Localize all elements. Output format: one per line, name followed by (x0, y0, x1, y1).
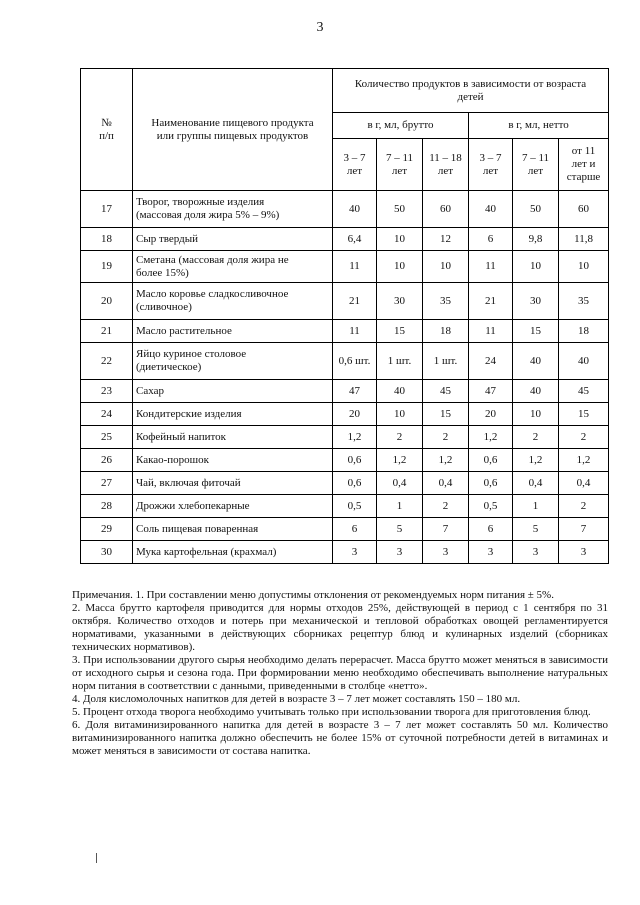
header-age-line: лет (527, 164, 544, 177)
product-name-line: более 15%) (136, 266, 189, 279)
header-quantity-line: Количество продуктов в зависимости от возраста (354, 77, 587, 90)
note-paragraph: 2. Масса брутто картофеля приводится для нормы отходов 25%, действующей в период с 1 сентября по 31 октября. Количество отходов и потерь при механической и тепловой обработках овощей регламентируется нормативами, указанными в действующих сборниках рецептур блюд и кулинарных изделий (сборниках технических нормативов). (72, 602, 608, 653)
header-number-line: п/п (99, 129, 114, 142)
quantity-cell: 6 (469, 518, 513, 541)
quantity-cell: 15 (559, 403, 609, 426)
quantity-cell: 1 (513, 495, 559, 518)
quantity-cell: 1 шт. (377, 343, 423, 380)
quantity-cell: 47 (333, 380, 377, 403)
quantity-cell: 40 (513, 343, 559, 380)
table-body (81, 191, 609, 564)
table-row (81, 449, 609, 472)
quantity-cell: 6,4 (333, 228, 377, 251)
row-number: 22 (81, 343, 133, 380)
table-row (81, 403, 609, 426)
header-gross: в г, мл, брутто (333, 113, 469, 139)
product-name (133, 320, 333, 343)
quantity-cell: 10 (423, 251, 469, 283)
quantity-cell: 21 (469, 283, 513, 320)
quantity-cell: 0,4 (513, 472, 559, 495)
quantity-cell: 7 (423, 518, 469, 541)
product-name (133, 518, 333, 541)
table-row (81, 343, 609, 380)
product-name-line: (диетическое) (136, 361, 202, 373)
quantity-cell: 40 (513, 380, 559, 403)
row-number: 17 (81, 191, 133, 228)
quantity-cell: 1,2 (423, 449, 469, 472)
quantity-cell: 50 (513, 191, 559, 228)
quantity-cell: 6 (333, 518, 377, 541)
table-row (81, 320, 609, 343)
product-name (133, 380, 333, 403)
table-row (81, 472, 609, 495)
header-age (469, 139, 513, 191)
quantity-cell: 35 (559, 283, 609, 320)
product-name (133, 403, 333, 426)
header-age-line: старше (566, 171, 601, 183)
quantity-cell: 9,8 (513, 228, 559, 251)
product-name (133, 343, 333, 380)
product-name-line: Творог, творожные изделия (136, 196, 265, 208)
header-age-line: лет (482, 164, 499, 177)
note-paragraph: 6. Доля витаминизированного напитка для детей в возрасте 3 – 7 лет может составлять 50 мл. Количество витаминизированного напитка должно обеспечить не более 15% от суточной потребности детей в витаминах и может меняться в зависимости от состава напитка. (72, 719, 608, 757)
quantity-cell: 0,6 (469, 472, 513, 495)
quantity-cell: 40 (559, 343, 609, 380)
header-age-line: от 11 (571, 145, 596, 157)
quantity-cell: 11 (333, 251, 377, 283)
product-name-line: Чай, включая фиточай (136, 476, 241, 489)
header-age-line: лет и (571, 158, 596, 170)
quantity-cell: 0,6 (333, 472, 377, 495)
header-number (81, 69, 133, 191)
quantity-cell: 3 (423, 541, 469, 564)
header-age-line: лет (437, 164, 454, 177)
quantity-cell: 21 (333, 283, 377, 320)
note-paragraph: 5. Процент отхода творога необходимо учитывать только при использовании творога для приготовления блюд. (72, 706, 591, 718)
header-age (513, 139, 559, 191)
quantity-cell: 5 (377, 518, 423, 541)
note-paragraph: Примечания. 1. При составлении меню допустимы отклонения от рекомендуемых норм питания ± 5%. (72, 589, 554, 601)
table-row (81, 251, 609, 283)
quantity-cell: 11 (469, 251, 513, 283)
product-name (133, 472, 333, 495)
product-name-line: Сметана (массовая доля жира не (136, 253, 289, 266)
product-name-line: (сливочное) (136, 301, 192, 313)
quantity-cell: 0,6 (469, 449, 513, 472)
quantity-cell: 0,4 (559, 472, 609, 495)
quantity-cell: 47 (469, 380, 513, 403)
quantity-cell: 0,4 (423, 472, 469, 495)
header-age-line: лет (391, 164, 408, 177)
header-age-line: 3 – 7 (343, 151, 366, 164)
header-product-name-line: Наименование пищевого продукта (151, 116, 314, 129)
header-age-line: лет (346, 164, 363, 177)
quantity-cell: 30 (377, 283, 423, 320)
quantity-cell: 20 (469, 403, 513, 426)
note-paragraph: 3. При использовании другого сырья необходимо делать перерасчет. Масса брутто может меняться в зависимости от исходного сырья и сезона года. При формировании меню необходимо обеспечивать выполнение натуральных норм питания в соответствии с данными, приведенными в столбце «нетто». (72, 654, 608, 692)
quantity-cell: 3 (513, 541, 559, 564)
product-name (133, 495, 333, 518)
quantity-cell: 1,2 (559, 449, 609, 472)
row-number: 19 (81, 251, 133, 283)
row-number: 20 (81, 283, 133, 320)
quantity-cell: 11,8 (559, 228, 609, 251)
quantity-cell: 60 (423, 191, 469, 228)
quantity-cell: 35 (423, 283, 469, 320)
quantity-cell: 10 (377, 403, 423, 426)
quantity-cell: 1 (377, 495, 423, 518)
quantity-cell: 18 (423, 320, 469, 343)
table-row (81, 380, 609, 403)
header-number-line: № (101, 116, 112, 129)
quantity-cell: 1,2 (469, 426, 513, 449)
header-quantity-line: детей (457, 90, 484, 103)
quantity-cell: 12 (423, 228, 469, 251)
quantity-cell: 2 (559, 426, 609, 449)
header-age (559, 139, 609, 191)
product-name-line: Дрожжи хлебопекарные (136, 499, 250, 512)
quantity-cell: 0,5 (469, 495, 513, 518)
product-name-line: Масло растительное (136, 324, 232, 337)
quantity-cell: 2 (423, 495, 469, 518)
quantity-cell: 2 (423, 426, 469, 449)
header-age (333, 139, 377, 191)
quantity-cell: 40 (333, 191, 377, 228)
quantity-cell: 3 (333, 541, 377, 564)
table-row (81, 191, 609, 228)
table-row (81, 228, 609, 251)
quantity-cell: 20 (333, 403, 377, 426)
row-number: 27 (81, 472, 133, 495)
quantity-cell: 10 (377, 251, 423, 283)
product-name (133, 449, 333, 472)
product-name-line: (массовая доля жира 5% – 9%) (136, 209, 280, 221)
table-row (81, 283, 609, 320)
header-net: в г, мл, нетто (469, 113, 609, 139)
quantity-cell: 1,2 (513, 449, 559, 472)
table-row (81, 426, 609, 449)
page-number: 3 (316, 20, 324, 35)
product-name (133, 251, 333, 283)
header-age-line: 7 – 11 (385, 151, 414, 164)
quantity-cell: 40 (469, 191, 513, 228)
quantity-cell: 15 (377, 320, 423, 343)
header-age-line: 11 – 18 (429, 151, 462, 164)
product-name-line: Яйцо куриное столовое (136, 348, 247, 360)
notes (72, 589, 608, 758)
quantity-cell: 3 (559, 541, 609, 564)
product-name (133, 426, 333, 449)
quantity-cell: 3 (469, 541, 513, 564)
quantity-cell: 0,6 шт. (333, 343, 377, 380)
row-number: 21 (81, 320, 133, 343)
quantity-cell: 15 (513, 320, 559, 343)
table-row (81, 541, 609, 564)
note-paragraph: 4. Доля кисломолочных напитков для детей в возрасте 3 – 7 лет может составлять 150 – 180 мл. (72, 693, 521, 705)
quantity-cell: 45 (559, 380, 609, 403)
quantity-cell: 6 (469, 228, 513, 251)
product-name-line: Сахар (136, 384, 164, 397)
product-name-line: Кофейный напиток (136, 430, 227, 443)
quantity-cell: 3 (377, 541, 423, 564)
header-age (423, 139, 469, 191)
quantity-cell: 2 (377, 426, 423, 449)
quantity-cell: 10 (559, 251, 609, 283)
product-name-line: Сыр твердый (136, 232, 199, 245)
header-product-name-line: или группы пищевых продуктов (156, 129, 309, 142)
row-number: 26 (81, 449, 133, 472)
quantity-cell: 10 (513, 251, 559, 283)
quantity-cell: 15 (423, 403, 469, 426)
table-row (81, 495, 609, 518)
table-row (81, 518, 609, 541)
quantity-cell: 2 (559, 495, 609, 518)
quantity-cell: 10 (513, 403, 559, 426)
product-name (133, 228, 333, 251)
quantity-cell: 1,2 (377, 449, 423, 472)
row-number: 25 (81, 426, 133, 449)
product-name-line: Какао-порошок (136, 453, 209, 466)
product-name-line: Масло коровье сладкосливочное (136, 288, 289, 300)
quantity-cell: 1,2 (333, 426, 377, 449)
quantity-cell: 18 (559, 320, 609, 343)
header-product-name (133, 69, 333, 191)
row-number: 29 (81, 518, 133, 541)
product-name-line: Кондитерские изделия (136, 407, 242, 420)
quantity-cell: 30 (513, 283, 559, 320)
quantity-cell: 45 (423, 380, 469, 403)
quantity-cell: 5 (513, 518, 559, 541)
row-number: 30 (81, 541, 133, 564)
quantity-cell: 1 шт. (423, 343, 469, 380)
header-quantity (333, 69, 609, 113)
product-name-line: Мука картофельная (крахмал) (136, 545, 277, 558)
row-number: 23 (81, 380, 133, 403)
quantity-cell: 11 (333, 320, 377, 343)
product-name-line: Соль пищевая поваренная (136, 522, 259, 535)
quantity-cell: 0,6 (333, 449, 377, 472)
quantity-cell: 40 (377, 380, 423, 403)
product-name (133, 541, 333, 564)
quantity-cell: 24 (469, 343, 513, 380)
product-name (133, 283, 333, 320)
row-number: 24 (81, 403, 133, 426)
header-age-line: 3 – 7 (479, 151, 502, 164)
quantity-cell: 2 (513, 426, 559, 449)
header-age (377, 139, 423, 191)
quantity-cell: 7 (559, 518, 609, 541)
header-age-line: 7 – 11 (521, 151, 550, 164)
product-name (133, 191, 333, 228)
row-number: 18 (81, 228, 133, 251)
quantity-cell: 60 (559, 191, 609, 228)
quantity-cell: 0,4 (377, 472, 423, 495)
row-number: 28 (81, 495, 133, 518)
food-norms-table (80, 68, 609, 564)
scan-mark (96, 853, 97, 863)
quantity-cell: 50 (377, 191, 423, 228)
quantity-cell: 11 (469, 320, 513, 343)
quantity-cell: 10 (377, 228, 423, 251)
quantity-cell: 0,5 (333, 495, 377, 518)
